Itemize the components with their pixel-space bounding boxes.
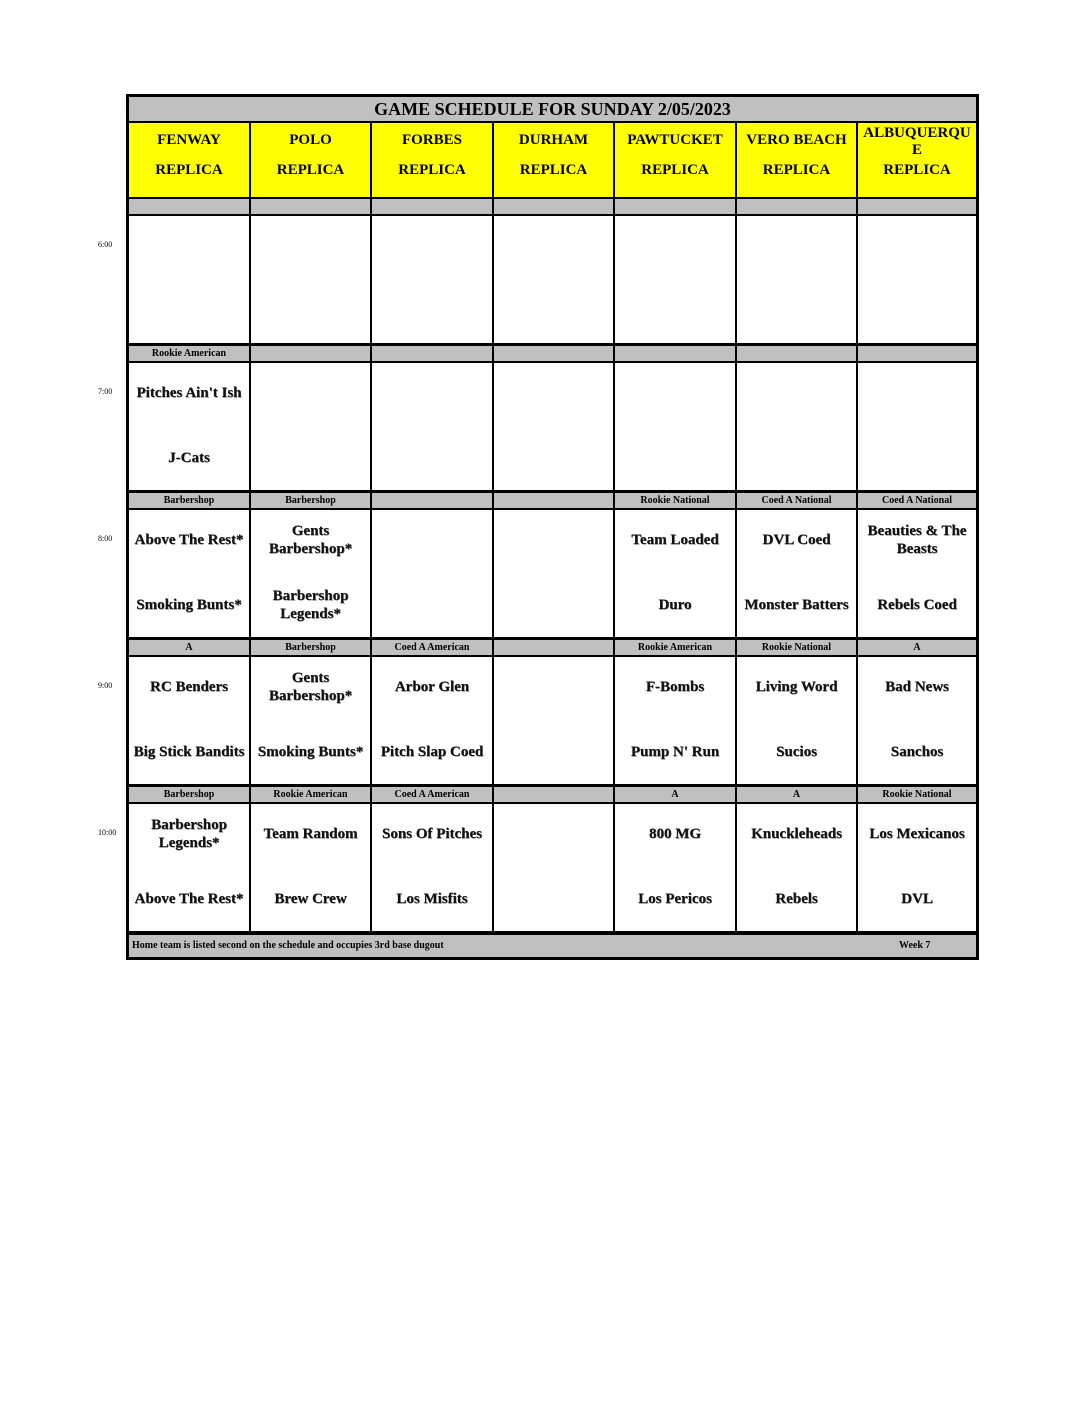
division-label (372, 346, 492, 361)
away-team: Pitches Ain't Ish (136, 385, 242, 401)
field-header-3 (372, 123, 492, 197)
game-cell (494, 510, 613, 637)
game-cell (615, 657, 735, 784)
game-cell (615, 510, 735, 637)
game-cell (372, 804, 492, 931)
game-cell (858, 363, 976, 490)
home-team: Big Stick Bandits (133, 744, 245, 760)
division-label (858, 346, 976, 361)
division-label: Rookie American (615, 640, 735, 655)
time-label: 7:00 (98, 387, 113, 396)
division-label (494, 199, 613, 214)
week-label: Week 7 (899, 940, 931, 951)
division-label (494, 640, 613, 655)
division-label: Barbershop (129, 493, 249, 508)
home-team: Smoking Bunts* (136, 597, 242, 613)
game-cell (129, 804, 249, 931)
game-cell (129, 363, 249, 490)
division-label (129, 199, 249, 214)
time-label: 8:00 (98, 534, 113, 543)
game-cell (494, 216, 613, 343)
home-team: Pump N' Run (630, 744, 720, 760)
home-team: Barbershop Legends* (272, 588, 349, 622)
division-label (737, 346, 856, 361)
division-label: Barbershop (129, 787, 249, 802)
field-subtitle: REPLICA (762, 162, 831, 178)
division-label (494, 787, 613, 802)
home-team: Above The Rest* (134, 891, 244, 907)
away-team: F-Bombs (645, 679, 705, 695)
field-name: POLO (289, 132, 332, 148)
division-label (858, 199, 976, 214)
home-team: Los Pericos (638, 891, 712, 907)
division-label: Rookie National (737, 640, 856, 655)
home-team: Brew Crew (274, 891, 347, 907)
division-label: Rookie American (251, 787, 370, 802)
field-name: FORBES (401, 132, 462, 148)
game-cell (858, 804, 976, 931)
game-cell (251, 510, 370, 637)
division-label (251, 346, 370, 361)
game-cell (858, 510, 976, 637)
away-team: Above The Rest* (134, 532, 244, 548)
game-cell (251, 216, 370, 343)
schedule-title: GAME SCHEDULE FOR SUNDAY 2/05/2023 (129, 97, 976, 121)
field-name: PAWTUCKET (627, 132, 723, 148)
away-team: Gents Barbershop* (268, 670, 353, 704)
field-name: FENWAY (157, 132, 221, 148)
game-cell (737, 510, 856, 637)
game-cell (129, 657, 249, 784)
division-label: Barbershop (251, 640, 370, 655)
time-label: 9:00 (98, 681, 113, 690)
field-subtitle: REPLICA (883, 162, 951, 178)
schedule-footer (129, 935, 976, 957)
field-subtitle: REPLICA (641, 162, 709, 178)
away-team: Barbershop Legends* (151, 817, 227, 851)
game-cell (737, 657, 856, 784)
field-subtitle: REPLICA (276, 162, 345, 178)
division-label: A (615, 787, 735, 802)
time-label: 10:00 (98, 828, 117, 837)
division-label (372, 199, 492, 214)
game-cell (615, 804, 735, 931)
game-cell (129, 216, 249, 343)
game-cell (129, 510, 249, 637)
field-name: ALBUQUERQU E (863, 125, 971, 158)
home-team: Smoking Bunts* (257, 744, 364, 760)
division-label (494, 346, 613, 361)
game-cell (494, 363, 613, 490)
field-header-1 (129, 123, 249, 197)
away-team: Team Loaded (631, 532, 719, 548)
division-label: Rookie National (858, 787, 976, 802)
schedule-sheet (126, 94, 979, 960)
game-cell (737, 363, 856, 490)
game-cell (737, 804, 856, 931)
division-label (251, 199, 370, 214)
away-team: Knuckleheads (751, 826, 842, 842)
field-name: DURHAM (518, 132, 589, 148)
away-team: DVL Coed (762, 532, 831, 548)
field-header-2 (251, 123, 370, 197)
home-team: Rebels (775, 891, 818, 907)
game-cell (251, 657, 370, 784)
away-team: 800 MG (648, 826, 702, 842)
game-cell (858, 657, 976, 784)
field-subtitle: REPLICA (155, 162, 223, 178)
home-team: Duro (658, 597, 692, 613)
field-header-5 (615, 123, 735, 197)
division-label: Coed A American (372, 640, 492, 655)
home-team: Los Misfits (396, 891, 468, 907)
away-team: Gents Barbershop* (268, 523, 353, 557)
game-cell (615, 363, 735, 490)
field-header-6 (737, 123, 856, 197)
game-cell (858, 216, 976, 343)
game-cell (494, 804, 613, 931)
game-cell (615, 216, 735, 343)
away-team: Living Word (755, 679, 838, 695)
division-label (372, 493, 492, 508)
division-label: Rookie American (129, 346, 249, 361)
away-team: Sons Of Pitches (381, 826, 482, 842)
division-label: Coed A National (858, 493, 976, 508)
home-team: Sanchos (890, 744, 944, 760)
game-cell (372, 363, 492, 490)
game-cell (372, 657, 492, 784)
division-label: Coed A National (737, 493, 856, 508)
away-team: Los Mexicanos (869, 826, 965, 842)
division-label (615, 346, 735, 361)
division-label: A (858, 640, 976, 655)
away-team: Team Random (263, 826, 358, 842)
home-team: J-Cats (168, 450, 210, 466)
field-header-7 (858, 123, 976, 197)
footer-note: Home team is listed second on the schedule and occupies 3rd base dugout (132, 940, 444, 951)
field-subtitle: REPLICA (519, 162, 588, 178)
field-header-4 (494, 123, 613, 197)
away-team: Bad News (885, 679, 949, 695)
home-team: Rebels Coed (877, 597, 957, 613)
home-team: Sucios (776, 744, 817, 760)
home-team: Pitch Slap Coed (380, 744, 484, 760)
away-team: Arbor Glen (394, 679, 470, 695)
field-subtitle: REPLICA (398, 162, 466, 178)
home-team: Monster Batters (744, 597, 849, 613)
field-name: VERO BEACH (746, 132, 847, 148)
game-cell (372, 510, 492, 637)
time-label: 6:00 (98, 240, 113, 249)
home-team: DVL (901, 891, 933, 907)
division-label (615, 199, 735, 214)
division-label: Rookie National (615, 493, 735, 508)
division-label (494, 493, 613, 508)
game-cell (251, 804, 370, 931)
division-label: A (737, 787, 856, 802)
away-team: Beauties & The Beasts (867, 523, 967, 557)
game-cell (737, 216, 856, 343)
division-label: Coed A American (372, 787, 492, 802)
division-label: A (129, 640, 249, 655)
division-label (737, 199, 856, 214)
away-team: RC Benders (150, 679, 228, 695)
game-cell (372, 216, 492, 343)
division-label: Barbershop (251, 493, 370, 508)
game-cell (494, 657, 613, 784)
game-cell (251, 363, 370, 490)
